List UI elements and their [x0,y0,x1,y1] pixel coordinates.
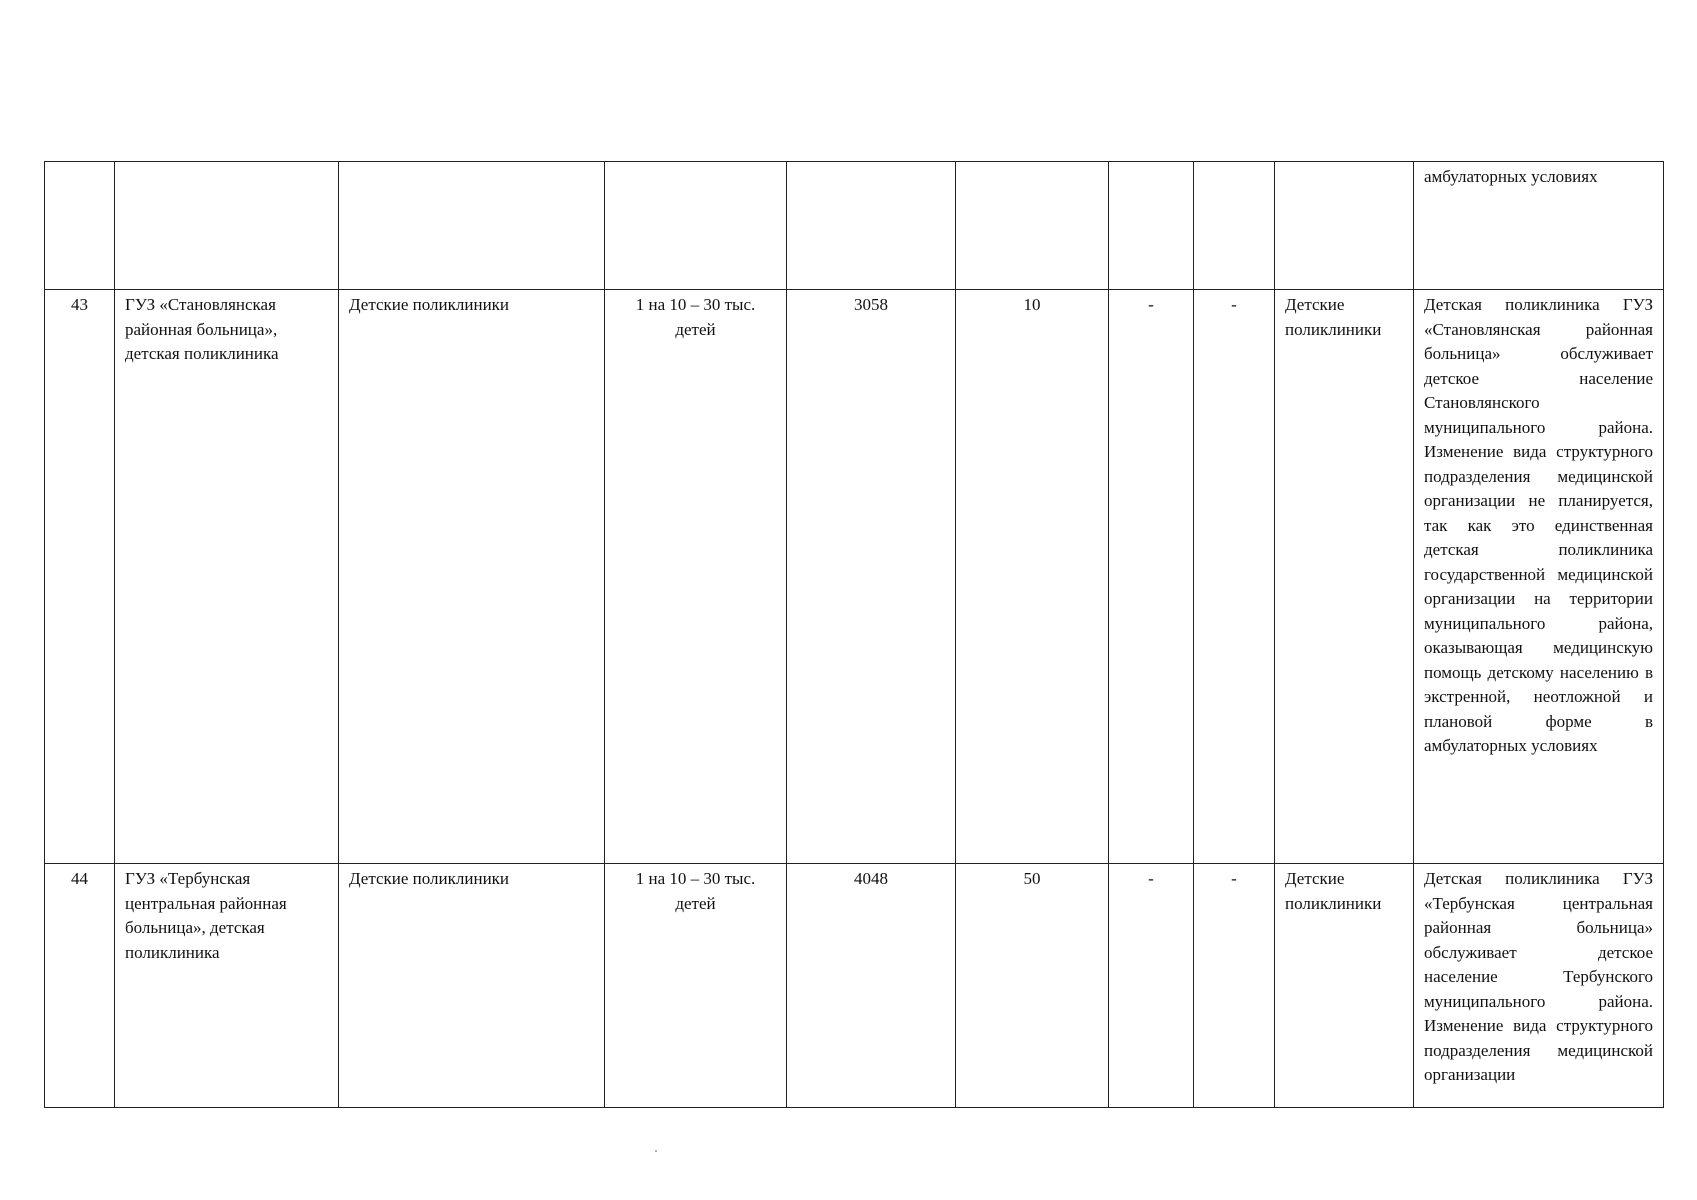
table-row [45,162,1664,290]
population [787,162,956,290]
column-8 [1194,162,1275,290]
value [956,162,1109,290]
table-row [45,290,1664,864]
medical-facilities-table [44,161,1664,1108]
facility-type [339,162,605,290]
organization-name [115,162,339,290]
norm [605,162,787,290]
note: Детская поликлиника ГУЗ «Тербунская центральная районная больница» обслуживает детское население Тербунского муниципального района. Изменение вида структурного подразделения медицинской организации [1414,864,1664,1108]
facility-kind [1275,162,1414,290]
facility-type: Детские поликлиники [339,864,605,1108]
value: 10 [956,290,1109,864]
population: 3058 [787,290,956,864]
column-7: - [1109,864,1194,1108]
row-number [45,162,115,290]
facility-type: Детские поликлиники [339,290,605,864]
norm: 1 на 10 – 30 тыс. детей [605,864,787,1108]
organization-name: ГУЗ «Становлянская районная больница», детская поликлиника [115,290,339,864]
value: 50 [956,864,1109,1108]
population: 4048 [787,864,956,1108]
column-8: - [1194,290,1275,864]
column-7: - [1109,290,1194,864]
row-number: 43 [45,290,115,864]
facility-kind: Детские поликлиники [1275,864,1414,1108]
row-number: 44 [45,864,115,1108]
facility-kind: Детские поликлиники [1275,290,1414,864]
note: Детская поликлиника ГУЗ «Становлянская районная больница» обслуживает детское население Становлянского муниципального района. Изменение вида структурного подразделения медицинской организации не планируется, так как это единственная детская поликлиника государственной медицинской организации на территории муниципального района, оказывающая медицинскую помощь детскому населению в экстренной, неотложной и плановой форме в амбулаторных условиях [1414,290,1664,864]
organization-name: ГУЗ «Тербунская центральная районная больница», детская поликлиника [115,864,339,1108]
norm: 1 на 10 – 30 тыс. детей [605,290,787,864]
table-row [45,864,1664,1108]
note: амбулаторных условиях [1414,162,1664,290]
scan-speck [655,1150,657,1152]
column-8: - [1194,864,1275,1108]
column-7 [1109,162,1194,290]
